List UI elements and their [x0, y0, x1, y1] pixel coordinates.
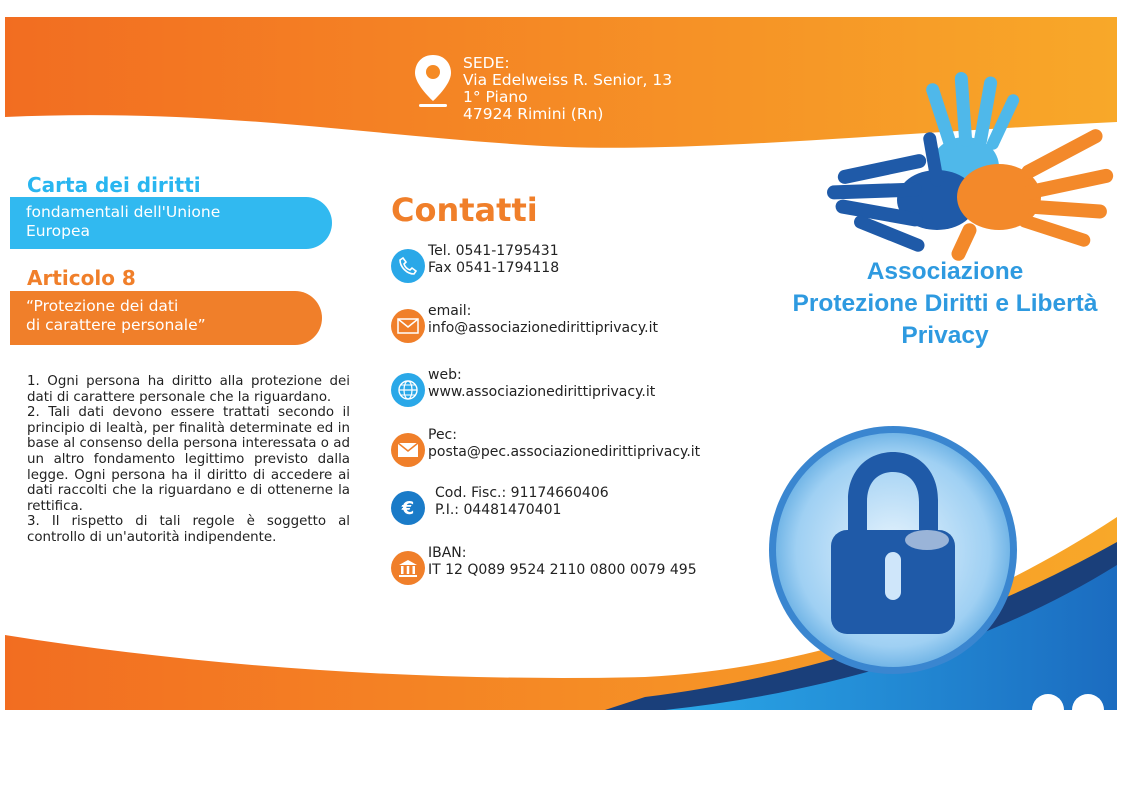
charter-subtitle-banner	[10, 197, 332, 249]
contacts-title: Contatti	[391, 191, 538, 229]
article-paragraph: 1. Ogni persona ha diritto alla protezione dei dati di carattere personale che la riguardano.	[27, 374, 350, 405]
sede-city: 47924 Rimini (Rn)	[463, 105, 604, 123]
contact-email	[391, 303, 658, 343]
contact-iban	[391, 545, 697, 585]
contact-phone	[391, 243, 559, 283]
sede-floor: 1° Piano	[463, 88, 528, 106]
article-body	[27, 374, 350, 546]
pec-label: Pec:	[428, 427, 457, 443]
envelope-icon	[391, 309, 425, 343]
envelope-icon	[391, 433, 425, 467]
iban-label: IBAN:	[428, 545, 467, 561]
pec-address-link[interactable]: posta@pec.associazionedirittiprivacy.it	[428, 444, 701, 460]
bank-icon	[391, 551, 425, 585]
association-line-1: Associazione	[866, 258, 1024, 285]
iban-value: IT 12 Q089 9524 2110 0800 0079 495	[428, 562, 697, 578]
globe-icon	[391, 373, 425, 407]
article-paragraph: 3. Il rispetto di tali regole è soggetto al controllo di un'autorità indipendente.	[27, 514, 350, 545]
phone-line: Tel. 0541-1795431	[428, 243, 559, 259]
association-name	[775, 256, 1115, 352]
brochure-page	[5, 17, 1117, 710]
sede-street: Via Edelweiss R. Senior, 13	[463, 71, 673, 89]
contact-pec	[391, 427, 700, 467]
page-dots	[1028, 688, 1118, 710]
email-address-link[interactable]: info@associazionedirittiprivacy.it	[428, 320, 658, 336]
article-paragraph: 2. Tali dati devono essere trattati secondo il principio di lealtà, per finalità determinate ed in base al consenso della persona interessata o ad un altro fondamento legittimo previsto dalla legge. Ogni persona ha il diritto di accedere ai dati raccolti che la riguardano e di ottenerne la rettifica.	[27, 405, 350, 514]
email-label: email:	[428, 303, 472, 319]
contact-web	[391, 367, 655, 407]
headquarters-address	[463, 55, 672, 123]
association-line-3: Privacy	[901, 322, 989, 349]
euro-icon: €	[391, 491, 425, 525]
hands-logo	[817, 72, 1115, 262]
phone-icon	[391, 249, 425, 283]
association-line-2: Protezione Diritti e Libertà	[792, 290, 1098, 317]
charter-title: Carta dei diritti	[27, 173, 201, 197]
article-subtitle-line-1: “Protezione dei dati	[26, 297, 179, 315]
location-pin-icon	[413, 53, 453, 109]
article-subtitle-banner	[10, 291, 322, 345]
website-link[interactable]: www.associazionedirittiprivacy.it	[428, 384, 656, 400]
charter-subtitle-line-1: fondamentali dell'Unione	[26, 203, 221, 221]
sede-label: SEDE:	[463, 54, 510, 72]
web-label: web:	[428, 367, 462, 383]
charter-subtitle-line-2: Europea	[26, 222, 91, 240]
padlock-icon	[765, 422, 1021, 678]
tax-code: Cod. Fisc.: 91174660406	[435, 485, 609, 501]
fax-line: Fax 0541-1794118	[428, 260, 560, 276]
contact-tax-codes	[391, 485, 609, 525]
vat-number: P.I.: 04481470401	[435, 502, 562, 518]
article-title: Articolo 8	[27, 266, 136, 290]
article-subtitle-line-2: di carattere personale”	[26, 316, 206, 334]
